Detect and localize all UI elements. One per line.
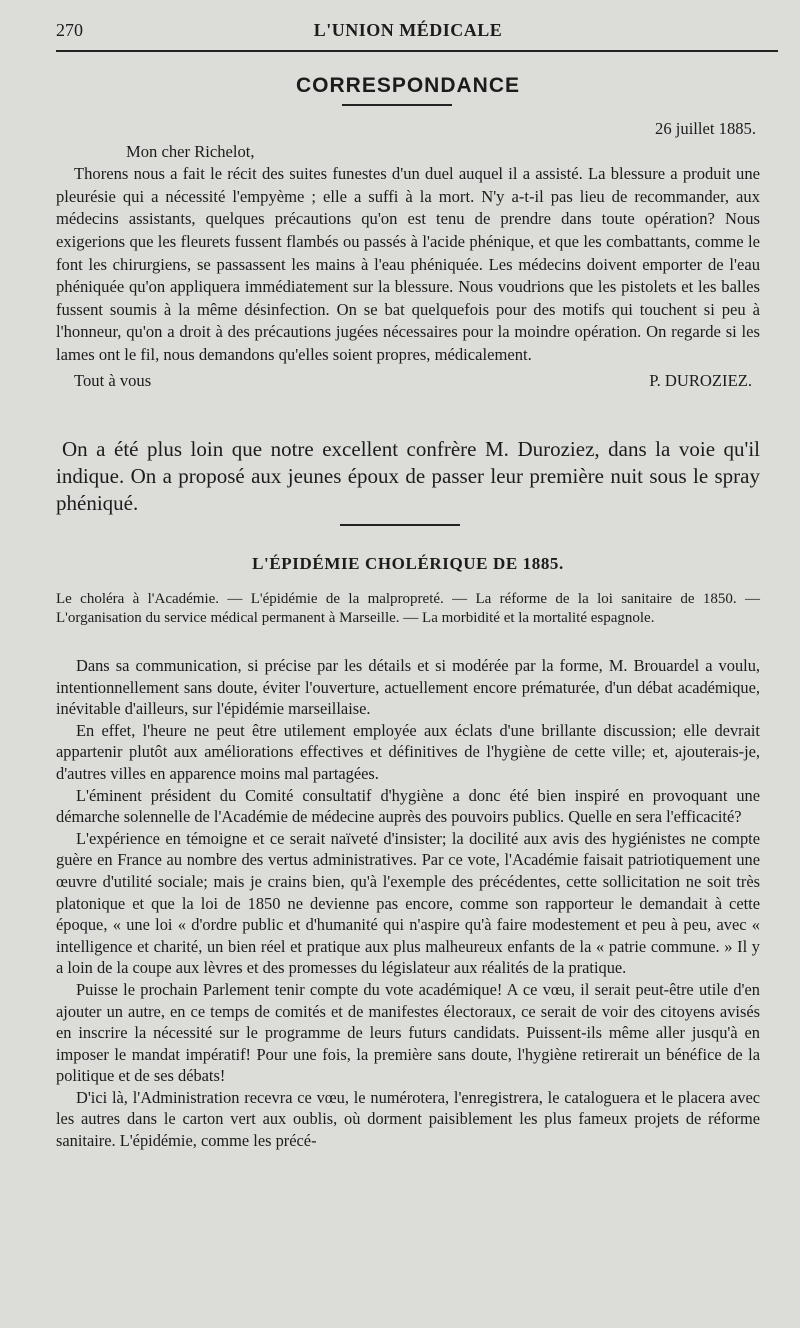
letter-salutation: Mon cher Richelot, <box>126 141 255 161</box>
article-paragraph: D'ici là, l'Administration recevra ce vœu, le numérotera, l'enregistrera, le cataloguera et le placera avec les autres dans le carton vert aux oublis, où dorment paisiblement les plus fameux projets de réforme sanitaire. L'épidémie, comme les précé- <box>56 1087 760 1151</box>
section-title-underline <box>342 104 452 106</box>
article-paragraph: Dans sa communication, si précise par les détails et si modérée par la forme, M. Brouardel a voulu, intentionnellement sans doute, éviter l'ouverture, actuellement encore prématurée, d'un débat académique, inévitable d'ailleurs, sur l'épidémie marseillaise. <box>56 656 760 719</box>
header-rule <box>56 50 778 52</box>
article-paragraph: En effet, l'heure ne peut être utilement employée aux éclats d'une brillante discussion; elle devrait appartenir plutôt aux améliorations effectives et définitives de l'hygiène de cette ville; et, ajouterais-je, d'autres villes en apparence moins mal partagées. <box>56 720 760 783</box>
section-title: CORRESPONDANCE <box>295 74 521 97</box>
article-body <box>56 655 760 1152</box>
letter-signature: P. DUROZIEZ. <box>649 370 752 390</box>
letter-body: Thorens nous a fait le récit des suites funestes d'un duel auquel il a assisté. La blessure a produit une pleurésie qui a nécessité l'empyème ; elle a suffi à la mort. N'y a-t-il pas lieu de recommander, aux médecins assistants, quelques précautions qu'on est tenu de prendre dans toute opération? Nous exigerions que les fleurets fussent flambés ou passés à l'acide phénique, et que les combattants, comme le font les chirurgiens, se passassent les mains à l'eau phéniquée. Les médecins doivent emporter de l'eau phéniquée qu'on appliquera immédiatement sur la blessure. Nous voudrions que les pistolets et les balles fussent soumis à la même désinfection. On se bat quelquefois pour des motifs qui touchent si peu à l'honneur, qu'on a droit à des précautions jugées nécessaires pour la moindre opération. On regarde si les lames ont le fil, nous demandons qu'elles soient propres, médicalement. <box>56 164 760 364</box>
article-summary: Le choléra à l'Académie. — L'épidémie de la malpropreté. — La réforme de la loi sanitaire de 1850. — L'organisation du service médical permanent à Marseille. — La morbidité et la mortalité espagnole. <box>56 591 760 626</box>
journal-title: L'UNION MÉDICALE <box>313 20 503 40</box>
article-title: L'ÉPIDÉMIE CHOLÉRIQUE DE 1885. <box>252 554 564 573</box>
article-paragraph: L'expérience en témoigne et ce serait naïveté d'insister; la docilité aux avis des hygiénistes ne compte guère en France au nombre des vertus administratives. Par ce vote, l'Académie faisait patriotiquement une œuvre d'utilité sociale; mais je crains bien, qu'à l'exemple des précédentes, cette sollicitation ne soit très platonique et que la loi de 1850 ne devienne pas encore, comme son rapporteur le demandait à cette époque, « une loi « d'ordre public et d'humanité qui n'aspire qu'à faire modestement et peu à peu, avec « intelligence et charité, un bien réel et pratique aux plus malheureux enfants de la « patrie commune. » Il y a loin de la coupe aux lèvres et des promesses du législateur aux réalités de la pratique. <box>56 828 760 978</box>
letter <box>56 118 760 392</box>
letter-signoff <box>56 370 760 393</box>
section-divider <box>340 524 460 526</box>
article-paragraph: Puisse le prochain Parlement tenir compte du vote académique! A ce vœu, il serait peut-être utile d'en ajouter un autre, en ce temps de comités et de manifestes électoraux, ce serait de voir des citoyens avisés en inscrire la nécessité sur le programme de leurs futurs candidats. Puissent-ils même aller jusqu'à en imposer le mandat impératif! Pour une fois, la première sans doute, l'hygiène retirerait un bénéfice de la politique et de ses débats! <box>56 979 760 1086</box>
letter-closing: Tout à vous <box>74 370 152 390</box>
running-head <box>56 20 760 46</box>
editor-comment: On a été plus loin que notre excellent confrère M. Duroziez, dans la voie qu'il indique. On a proposé aux jeunes époux de passer leur première nuit sous le spray phéniqué. <box>56 437 760 515</box>
page-number: 270 <box>56 20 83 40</box>
letter-date: 26 juillet 1885. <box>655 119 756 138</box>
article-paragraph: L'éminent président du Comité consultatif d'hygiène a donc été bien inspiré en provoquant une démarche solennelle de l'Académie de médecine auprès des pouvoirs publics. Quelle en sera l'efficacité? <box>56 785 760 827</box>
